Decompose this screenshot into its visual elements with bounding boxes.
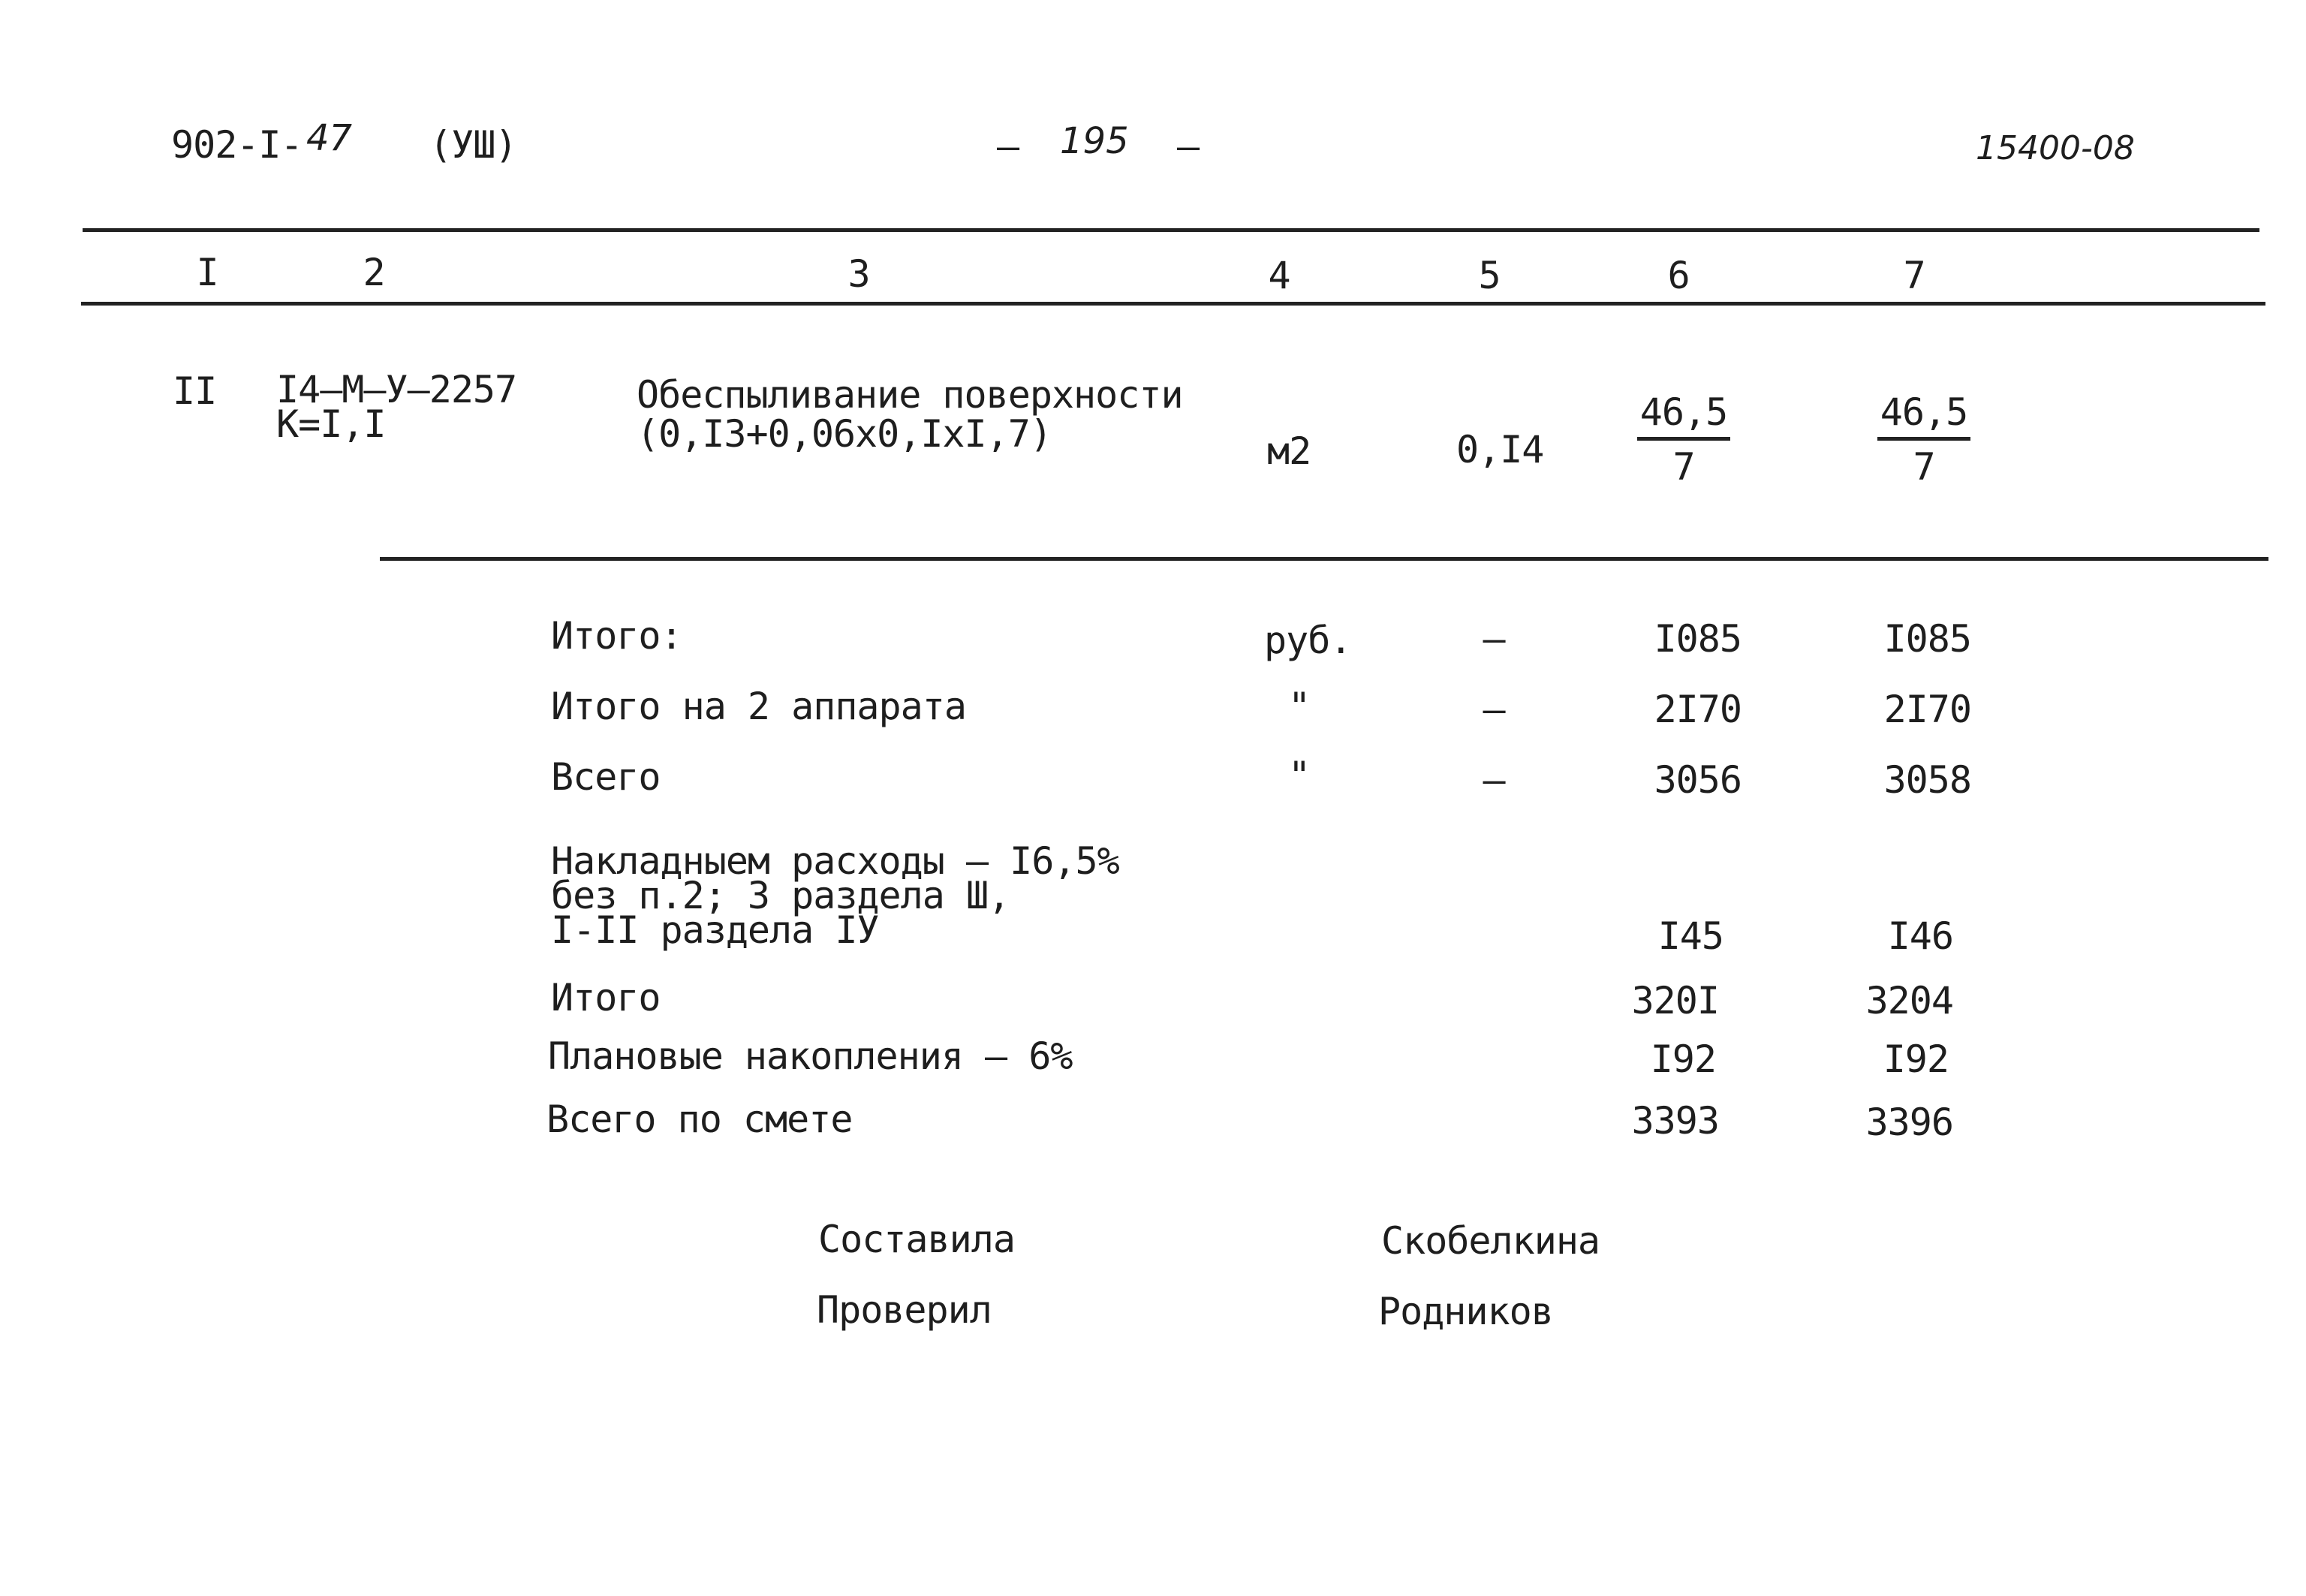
sheet-code: 15400-08 <box>1976 129 2135 167</box>
overhead-label-line-2: без п.2; 3 раздела Ш, <box>551 874 1010 917</box>
table-header-rule <box>81 302 2265 306</box>
total-label: Итого: <box>551 614 682 658</box>
all-col6: 3056 <box>1654 758 1742 802</box>
section-code: (УШ) <box>429 123 517 167</box>
overhead-label-line-1: Накладныем расходы – I6,5% <box>551 839 1119 883</box>
item-number: II <box>173 369 217 413</box>
item-code <box>276 368 517 446</box>
item-name-line-2: (0,I3+0,06x0,IxI,7) <box>637 412 1052 456</box>
total-col6: I085 <box>1654 617 1742 661</box>
total-two-units-unit: " <box>1288 685 1311 728</box>
subtotal-col6: 320I <box>1631 979 1719 1022</box>
compiled-by-label: Составила <box>818 1218 1015 1261</box>
column-header-2: 2 <box>363 251 385 294</box>
column-header-3: 3 <box>847 252 870 296</box>
item-col7-denominator: 7 <box>1913 445 1935 489</box>
project-code: 902-I- <box>171 123 303 167</box>
item-name <box>637 373 1183 456</box>
page-dash-left: – <box>997 125 1019 168</box>
page-number: 195 <box>1060 120 1129 162</box>
all-col7: 3058 <box>1883 758 1971 802</box>
column-header-7: 7 <box>1903 254 1925 297</box>
column-header-4: 4 <box>1268 254 1290 297</box>
table-top-rule <box>83 228 2259 232</box>
item-col7-fraction <box>1875 390 1973 489</box>
page-dash-right: – <box>1177 125 1200 168</box>
compiled-by-name: Скобелкина <box>1381 1219 1600 1263</box>
planned-label: Плановые накопления – 6% <box>548 1034 1073 1078</box>
item-code-line-2: K=I,I <box>276 402 386 446</box>
overhead-col7: I46 <box>1887 914 1953 958</box>
total-two-units-label: Итого на 2 аппарата <box>551 685 966 728</box>
item-unit: м2 <box>1267 429 1311 473</box>
item-code-line-1: I4–M–У–2257 <box>276 368 517 411</box>
planned-col6: I92 <box>1650 1037 1716 1081</box>
total-two-units-col5: – <box>1483 688 1505 731</box>
column-header-6: 6 <box>1667 254 1690 297</box>
total-two-units-col6: 2I70 <box>1654 688 1742 731</box>
item-name-line-1: Обеспыливание поверхности <box>637 373 1183 417</box>
all-label: Всего <box>551 755 661 799</box>
item-bottom-rule <box>380 557 2268 561</box>
checked-by-label: Проверил <box>817 1288 992 1332</box>
all-col5: – <box>1483 758 1505 802</box>
project-code-handwritten: 47 <box>306 117 353 159</box>
overhead-label <box>551 839 1119 952</box>
total-col7: I085 <box>1883 617 1971 661</box>
overhead-col6: I45 <box>1657 914 1723 958</box>
total-unit: руб. <box>1264 619 1352 662</box>
overhead-label-line-3: I-II раздела IУ <box>551 908 879 952</box>
column-header-5: 5 <box>1478 254 1501 297</box>
planned-col7: I92 <box>1883 1037 1949 1081</box>
all-unit: " <box>1288 754 1311 797</box>
column-header-1: I <box>196 251 218 294</box>
item-col7-numerator: 46,5 <box>1877 393 1970 441</box>
grand-total-label: Всего по смете <box>546 1098 853 1141</box>
total-two-units-col7: 2I70 <box>1883 688 1971 731</box>
item-col6-denominator: 7 <box>1672 445 1695 489</box>
item-col6-numerator: 46,5 <box>1637 393 1730 441</box>
checked-by-name: Родников <box>1378 1290 1553 1333</box>
total-col5: – <box>1483 617 1505 661</box>
item-quantity: 0,I4 <box>1456 428 1544 471</box>
item-col6-fraction <box>1635 390 1733 489</box>
grand-total-col6: 3393 <box>1631 1099 1719 1143</box>
subtotal-col7: 3204 <box>1865 979 1953 1022</box>
grand-total-col7: 3396 <box>1865 1101 1953 1144</box>
subtotal-label: Итого <box>551 976 661 1019</box>
